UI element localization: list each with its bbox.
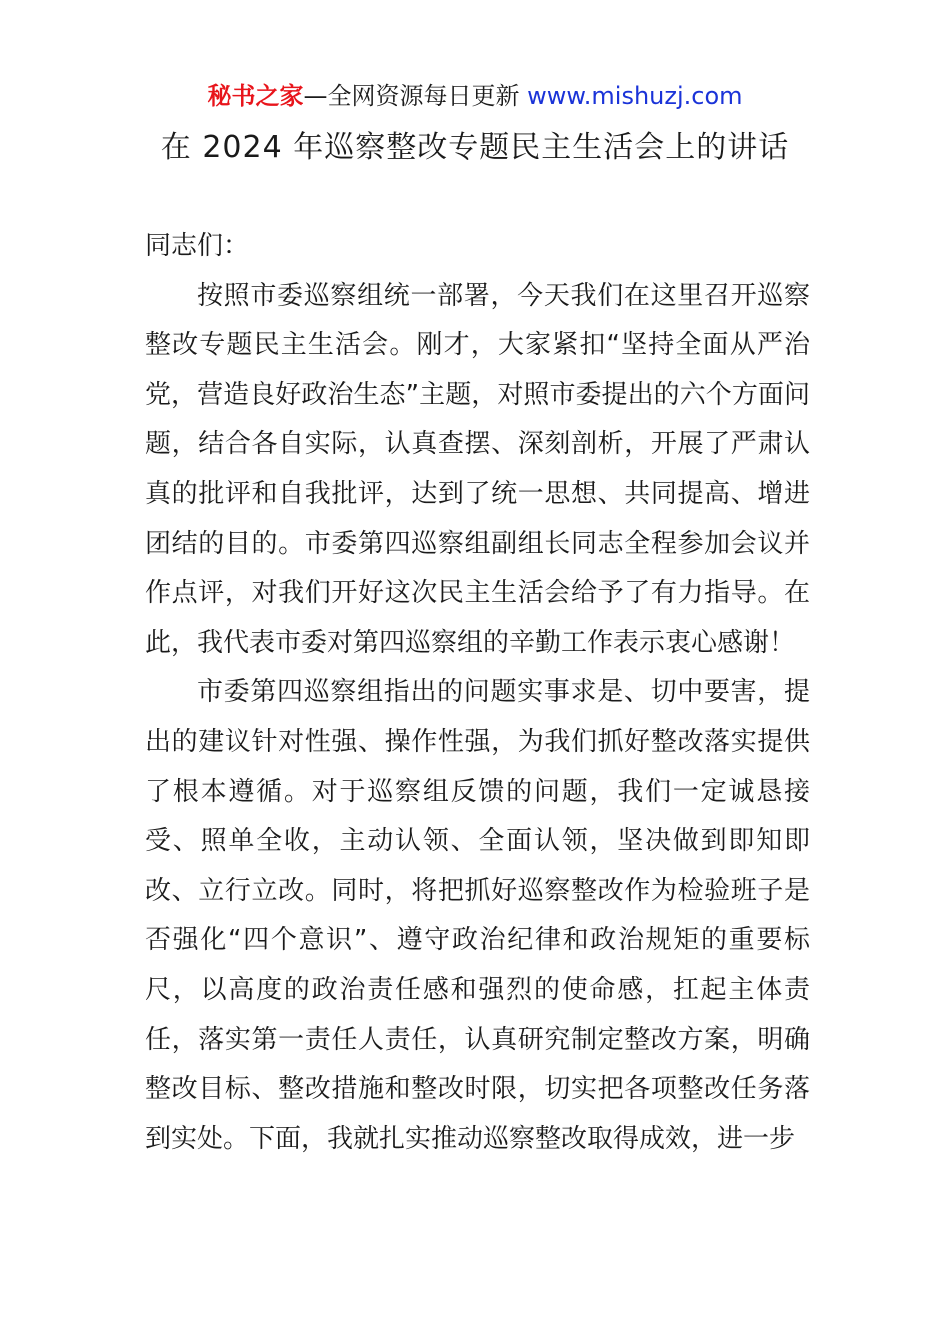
site-header <box>0 78 950 114</box>
document-title: 在 2024 年巡察整改专题民主生活会上的讲话 <box>160 130 790 165</box>
document-body <box>145 222 810 1164</box>
paragraph-1: 按照市委巡察组统一部署，今天我们在这里召开巡察整改专题民主生活会。刚才，大家紧扣“坚持全面从严治党，营造良好政治生态”主题，对照市委提出的六个方面问题，结合各自实际，认真查摆、深刻剖析，开展了严肃认真的批评和自我批评，达到了统一思想、共同提高、增进团结的目的。市委第四巡察组副组长同志全程参加会议并作点评，对我们开好这次民主生活会给予了有力指导。在此，我代表市委对第四巡察组的辛勤工作表示衷心感谢！ <box>145 280 810 658</box>
site-brand: 秘书之家 <box>207 82 304 110</box>
salutation: 同志们： <box>145 231 250 261</box>
site-tagline: —全网资源每日更新 <box>303 82 528 110</box>
site-url-link[interactable]: www.mishuzj.com <box>527 82 743 110</box>
paragraph-2: 市委第四巡察组指出的问题实事求是、切中要害，提出的建议针对性强、操作性强，为我们抓好整改落实提供了根本遵循。对于巡察组反馈的问题，我们一定诚恳接受、照单全收，主动认领、全面认领，坚决做到即知即改、立行立改。同时，将把抓好巡察整改作为检验班子是否强化“四个意识”、遵守政治纪律和政治规矩的重要标尺，以高度的政治责任感和强烈的使命感，扛起主体责任，落实第一责任人责任，认真研究制定整改方案，明确整改目标、整改措施和整改时限，切实把各项整改任务落到实处。下面，我就扎实推动巡察整改取得成效，进一步 <box>145 677 810 1154</box>
